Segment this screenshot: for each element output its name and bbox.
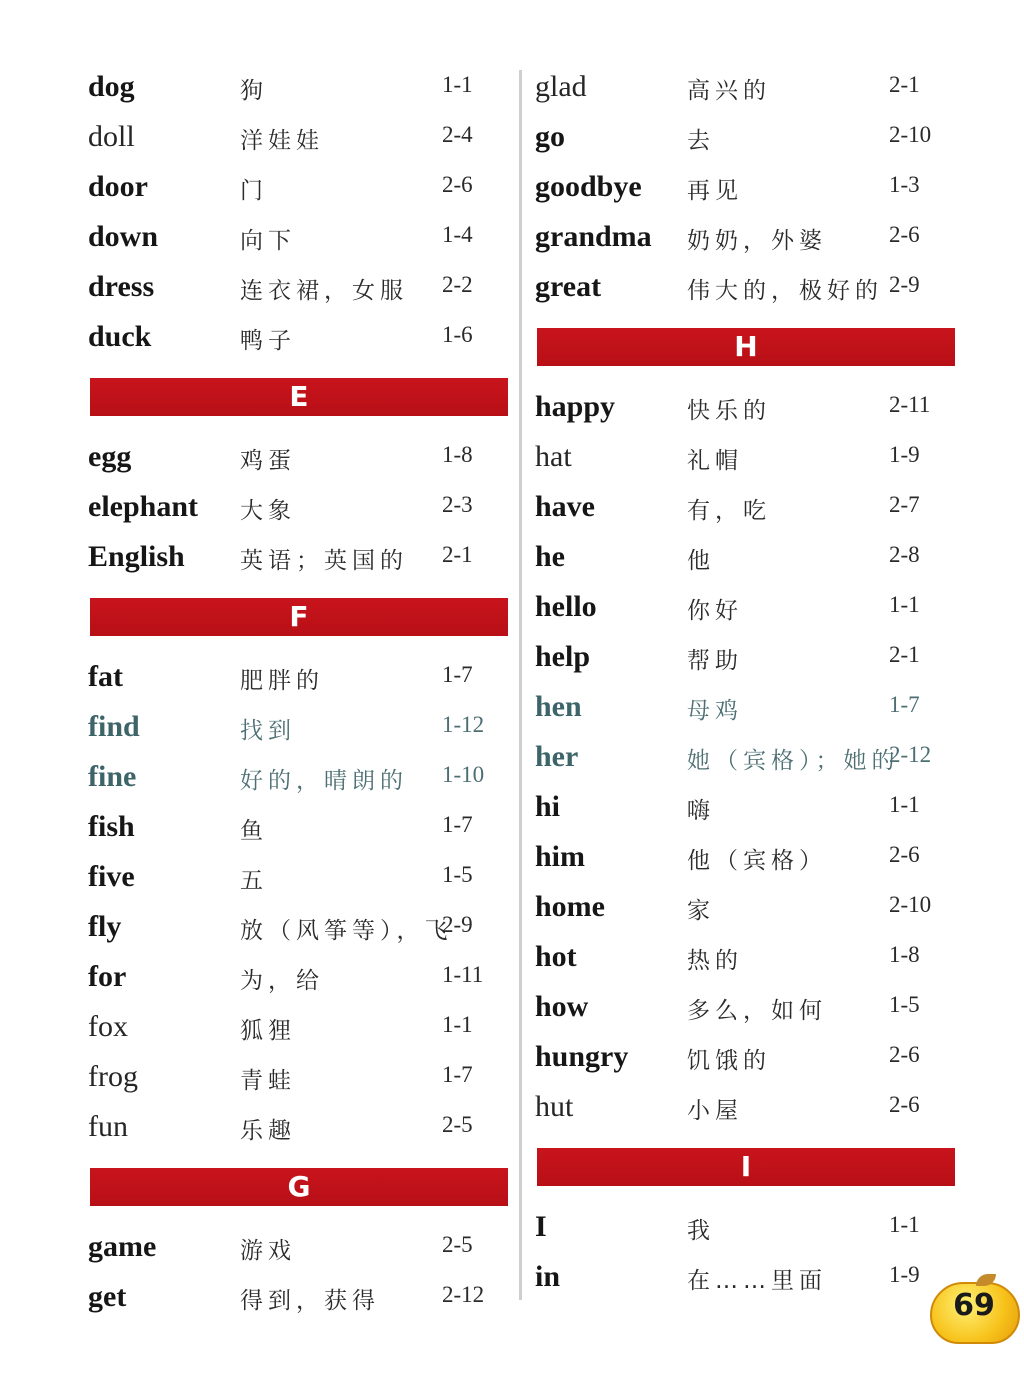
entry-unit: 2-12	[442, 1282, 485, 1307]
entry-meaning: 有，吃	[687, 498, 771, 524]
entry-word: doll	[88, 120, 135, 153]
entry-word: hello	[535, 590, 597, 623]
entry-unit: 1-3	[889, 172, 920, 197]
entry-unit: 2-2	[442, 272, 473, 297]
entry-meaning: 狐狸	[240, 1018, 296, 1044]
entry-meaning: 多么，如何	[687, 998, 827, 1024]
entry-meaning: 她（宾格）；她的	[687, 748, 900, 774]
entry-meaning: 狗	[240, 78, 268, 104]
entry-word: hut	[535, 1090, 574, 1123]
entry-unit: 2-12	[889, 742, 932, 767]
entry-meaning: 得到，获得	[240, 1288, 380, 1314]
glossary-entry	[535, 60, 960, 110]
entry-word: happy	[535, 390, 616, 423]
entry-meaning: 礼帽	[687, 448, 743, 474]
glossary-entry	[88, 950, 513, 1000]
entry-unit: 2-6	[889, 1092, 920, 1117]
entry-word: help	[535, 640, 591, 673]
glossary-entry	[88, 900, 513, 950]
glossary-entry	[535, 930, 960, 980]
entry-word: hot	[535, 940, 577, 973]
glossary-entry	[535, 430, 960, 480]
entry-meaning: 门	[240, 178, 268, 204]
glossary-entry	[88, 1270, 513, 1320]
entry-meaning: 嗨	[687, 798, 715, 824]
entry-word: goodbye	[535, 170, 642, 203]
entry-unit: 1-12	[442, 712, 485, 737]
glossary-entry	[88, 60, 513, 110]
entry-word: fun	[88, 1110, 128, 1143]
glossary-entry	[88, 1100, 513, 1150]
entry-unit: 1-1	[889, 1212, 920, 1237]
entry-word: fox	[88, 1010, 128, 1043]
entry-unit: 2-10	[889, 892, 932, 917]
entry-unit: 2-4	[442, 122, 473, 147]
entry-word: him	[535, 840, 586, 873]
entry-word: down	[88, 220, 159, 253]
entry-meaning: 他（宾格）	[687, 848, 827, 874]
entry-word: great	[535, 270, 602, 303]
glossary-entry	[88, 260, 513, 310]
entry-meaning: 乐趣	[240, 1118, 296, 1144]
entry-word: duck	[88, 320, 152, 353]
entry-unit: 2-9	[889, 272, 920, 297]
entry-unit: 2-5	[442, 1232, 473, 1257]
glossary-entry	[88, 850, 513, 900]
entry-word: English	[88, 540, 185, 573]
entry-word: dog	[88, 70, 135, 103]
entry-word: for	[88, 960, 127, 993]
entry-meaning: 高兴的	[687, 78, 771, 104]
entry-meaning: 洋娃娃	[240, 128, 324, 154]
entry-unit: 1-9	[889, 1262, 920, 1287]
entry-unit: 1-10	[442, 762, 485, 787]
glossary-entry	[88, 750, 513, 800]
entry-word: dress	[88, 270, 155, 303]
entry-word: elephant	[88, 490, 199, 523]
page-number-badge	[930, 1276, 1020, 1340]
glossary-entry	[88, 800, 513, 850]
entry-meaning: 放（风筝等），飞	[240, 918, 453, 944]
entry-meaning: 大象	[240, 498, 296, 524]
entry-word: game	[88, 1230, 157, 1263]
entry-meaning: 在……里面	[687, 1268, 827, 1294]
glossary-entry	[88, 530, 513, 580]
entry-word: hen	[535, 690, 582, 723]
entry-unit: 2-1	[442, 542, 473, 567]
glossary-entry	[535, 580, 960, 630]
entry-word: in	[535, 1260, 561, 1293]
glossary-entry	[88, 650, 513, 700]
glossary-entry	[535, 530, 960, 580]
glossary-entry	[535, 160, 960, 210]
entry-meaning: 肥胖的	[240, 668, 324, 694]
entry-unit: 2-6	[889, 1042, 920, 1067]
entry-unit: 2-5	[442, 1112, 473, 1137]
entry-word: door	[88, 170, 148, 203]
entry-unit: 1-1	[442, 72, 473, 97]
glossary-entry	[535, 1030, 960, 1080]
entry-word: fat	[88, 660, 123, 693]
entry-meaning: 五	[240, 868, 268, 894]
glossary-entry	[535, 1200, 960, 1250]
glossary-column-left	[88, 60, 513, 1320]
column-divider	[519, 70, 522, 1300]
entry-unit: 1-7	[442, 812, 473, 837]
glossary-entry	[535, 210, 960, 260]
entry-meaning: 去	[687, 128, 715, 154]
entry-unit: 1-6	[442, 322, 473, 347]
glossary-entry	[535, 480, 960, 530]
section-header-h: H	[537, 328, 955, 366]
glossary-entry	[535, 730, 960, 780]
entry-meaning: 家	[687, 898, 715, 924]
glossary-entry	[88, 1000, 513, 1050]
entry-meaning: 好的，晴朗的	[240, 768, 408, 794]
entry-unit: 2-6	[889, 842, 920, 867]
entry-unit: 2-10	[889, 122, 932, 147]
entry-unit: 1-11	[442, 962, 484, 987]
entry-unit: 2-3	[442, 492, 473, 517]
glossary-entry	[535, 680, 960, 730]
entry-unit: 1-1	[889, 592, 920, 617]
entry-unit: 2-1	[889, 72, 920, 97]
entry-word: fly	[88, 910, 122, 943]
entry-meaning: 找到	[240, 718, 296, 744]
entry-word: five	[88, 860, 135, 893]
entry-unit: 1-1	[442, 1012, 473, 1037]
entry-word: her	[535, 740, 579, 773]
entry-unit: 2-1	[889, 642, 920, 667]
entry-word: I	[535, 1210, 547, 1243]
entry-word: get	[88, 1280, 127, 1313]
entry-word: hi	[535, 790, 561, 823]
entry-word: find	[88, 710, 140, 743]
glossary-column-right	[535, 60, 960, 1300]
entry-meaning: 他	[687, 548, 715, 574]
glossary-entry	[535, 1250, 960, 1300]
glossary-entry	[535, 980, 960, 1030]
entry-meaning: 连衣裙，女服	[240, 278, 408, 304]
page-number: 69	[953, 1288, 995, 1323]
entry-meaning: 青蛙	[240, 1068, 296, 1094]
entry-meaning: 伟大的，极好的	[687, 278, 883, 304]
glossary-entry	[88, 430, 513, 480]
entry-meaning: 鸡蛋	[240, 448, 296, 474]
entry-unit: 2-11	[889, 392, 931, 417]
glossary-entry	[88, 1050, 513, 1100]
entry-unit: 2-7	[889, 492, 920, 517]
entry-meaning: 再见	[687, 178, 743, 204]
entry-word: glad	[535, 70, 587, 103]
glossary-entry	[535, 780, 960, 830]
entry-word: he	[535, 540, 565, 573]
entry-unit: 1-5	[442, 862, 473, 887]
section-header-i: I	[537, 1148, 955, 1186]
entry-unit: 2-6	[889, 222, 920, 247]
glossary-entry	[535, 380, 960, 430]
entry-meaning: 向下	[240, 228, 296, 254]
entry-word: hat	[535, 440, 572, 473]
entry-word: fine	[88, 760, 137, 793]
entry-word: home	[535, 890, 605, 923]
entry-unit: 1-7	[442, 662, 473, 687]
section-header-g: G	[90, 1168, 508, 1206]
section-header-f: F	[90, 598, 508, 636]
entry-unit: 2-9	[442, 912, 473, 937]
glossary-entry	[535, 630, 960, 680]
entry-word: fish	[88, 810, 135, 843]
entry-meaning: 鱼	[240, 818, 268, 844]
entry-unit: 1-8	[442, 442, 473, 467]
entry-meaning: 鸭子	[240, 328, 296, 354]
entry-unit: 1-8	[889, 942, 920, 967]
entry-meaning: 帮助	[687, 648, 743, 674]
glossary-entry	[88, 310, 513, 360]
glossary-entry	[88, 160, 513, 210]
glossary-entry	[88, 110, 513, 160]
glossary-entry	[535, 110, 960, 160]
entry-unit: 1-4	[442, 222, 473, 247]
entry-meaning: 为，给	[240, 968, 324, 994]
glossary-entry	[88, 210, 513, 260]
section-header-e: E	[90, 378, 508, 416]
glossary-entry	[535, 1080, 960, 1130]
glossary-entry	[535, 880, 960, 930]
glossary-entry	[88, 480, 513, 530]
entry-unit: 1-7	[442, 1062, 473, 1087]
entry-unit: 2-8	[889, 542, 920, 567]
glossary-entry	[88, 700, 513, 750]
entry-meaning: 英语；英国的	[240, 548, 408, 574]
entry-word: frog	[88, 1060, 138, 1093]
entry-meaning: 饥饿的	[687, 1048, 771, 1074]
entry-meaning: 母鸡	[687, 698, 743, 724]
entry-meaning: 小屋	[687, 1098, 743, 1124]
entry-meaning: 我	[687, 1218, 715, 1244]
entry-meaning: 奶奶，外婆	[687, 228, 827, 254]
entry-word: egg	[88, 440, 132, 473]
entry-meaning: 你好	[687, 598, 743, 624]
entry-unit: 2-6	[442, 172, 473, 197]
entry-word: hungry	[535, 1040, 629, 1073]
glossary-entry	[535, 830, 960, 880]
entry-word: how	[535, 990, 589, 1023]
entry-unit: 1-7	[889, 692, 920, 717]
glossary-entry	[88, 1220, 513, 1270]
entry-word: go	[535, 120, 565, 153]
entry-word: have	[535, 490, 595, 523]
entry-meaning: 热的	[687, 948, 743, 974]
entry-meaning: 快乐的	[687, 398, 771, 424]
entry-word: grandma	[535, 220, 652, 253]
entry-unit: 1-1	[889, 792, 920, 817]
glossary-entry	[535, 260, 960, 310]
entry-meaning: 游戏	[240, 1238, 296, 1264]
entry-unit: 1-5	[889, 992, 920, 1017]
entry-unit: 1-9	[889, 442, 920, 467]
